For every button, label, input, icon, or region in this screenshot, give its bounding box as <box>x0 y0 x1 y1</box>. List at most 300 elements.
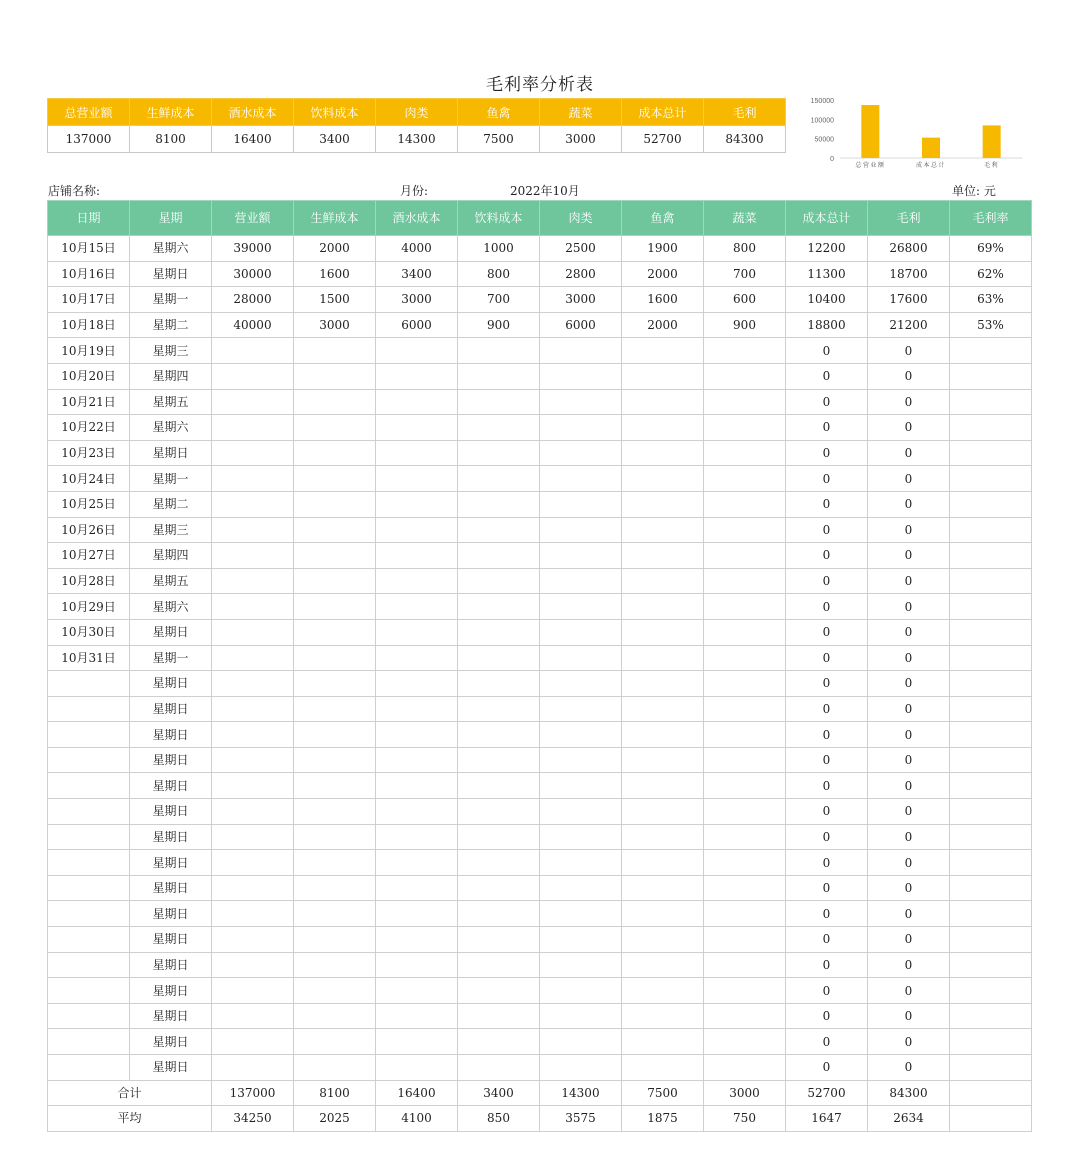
average-cell: 1875 <box>622 1106 704 1132</box>
table-cell <box>540 645 622 671</box>
table-row <box>48 491 1032 517</box>
table-cell <box>950 875 1032 901</box>
table-cell: 6000 <box>540 312 622 338</box>
table-cell <box>704 824 786 850</box>
table-cell <box>376 1003 458 1029</box>
table-cell <box>48 722 130 748</box>
table-cell <box>376 568 458 594</box>
table-cell: 700 <box>704 261 786 287</box>
table-cell: 星期六 <box>130 594 212 620</box>
table-cell <box>540 594 622 620</box>
table-cell <box>622 1055 704 1081</box>
table-cell <box>622 850 704 876</box>
table-cell: 10月15日 <box>48 236 130 262</box>
table-cell: 0 <box>868 645 950 671</box>
table-cell <box>376 799 458 825</box>
table-cell: 69% <box>950 236 1032 262</box>
table-cell: 0 <box>868 1003 950 1029</box>
table-cell: 0 <box>786 568 868 594</box>
table-cell: 10月28日 <box>48 568 130 594</box>
table-cell: 星期五 <box>130 389 212 415</box>
table-cell <box>294 671 376 697</box>
table-cell: 2500 <box>540 236 622 262</box>
column-header: 毛利 <box>868 201 950 236</box>
table-cell <box>48 773 130 799</box>
table-cell <box>212 773 294 799</box>
table-cell: 0 <box>786 1055 868 1081</box>
table-cell <box>540 517 622 543</box>
table-row <box>48 619 1032 645</box>
table-cell <box>458 952 540 978</box>
table-cell: 10月26日 <box>48 517 130 543</box>
table-cell: 星期日 <box>130 799 212 825</box>
table-cell <box>212 901 294 927</box>
table-cell <box>458 619 540 645</box>
table-cell: 0 <box>868 773 950 799</box>
table-cell <box>704 568 786 594</box>
table-cell: 10月19日 <box>48 338 130 364</box>
table-row <box>48 671 1032 697</box>
table-cell: 0 <box>786 440 868 466</box>
table-cell <box>458 363 540 389</box>
table-row <box>48 952 1032 978</box>
summary-header-cell: 鱼禽 <box>458 99 540 126</box>
table-cell <box>950 415 1032 441</box>
table-cell: 0 <box>868 799 950 825</box>
table-cell: 10月24日 <box>48 466 130 492</box>
table-cell: 1600 <box>294 261 376 287</box>
summary-header-cell: 总营业额 <box>48 99 130 126</box>
table-row <box>48 466 1032 492</box>
table-cell: 0 <box>786 619 868 645</box>
table-cell: 18800 <box>786 312 868 338</box>
summary-chart <box>800 92 1030 172</box>
table-cell <box>950 543 1032 569</box>
table-cell <box>458 978 540 1004</box>
table-cell <box>48 850 130 876</box>
table-cell <box>212 952 294 978</box>
table-cell <box>458 568 540 594</box>
table-cell: 0 <box>786 363 868 389</box>
table-cell <box>622 363 704 389</box>
table-cell: 0 <box>868 517 950 543</box>
table-cell <box>376 517 458 543</box>
table-cell: 0 <box>868 466 950 492</box>
table-cell: 星期日 <box>130 696 212 722</box>
bar <box>922 138 940 158</box>
table-cell <box>48 875 130 901</box>
table-cell <box>294 619 376 645</box>
table-cell <box>294 389 376 415</box>
table-cell: 0 <box>786 466 868 492</box>
table-row <box>48 312 1032 338</box>
summary-header-cell: 酒水成本 <box>212 99 294 126</box>
table-cell <box>704 952 786 978</box>
table-row <box>48 363 1032 389</box>
table-cell <box>950 1003 1032 1029</box>
table-cell <box>294 952 376 978</box>
average-row <box>48 1106 1032 1132</box>
table-cell <box>294 1003 376 1029</box>
total-cell: 137000 <box>212 1080 294 1106</box>
table-row <box>48 696 1032 722</box>
table-cell: 0 <box>786 517 868 543</box>
table-cell: 0 <box>868 1055 950 1081</box>
table-cell <box>540 543 622 569</box>
table-cell: 星期日 <box>130 773 212 799</box>
total-cell: 84300 <box>868 1080 950 1106</box>
page-title: 毛利率分析表 <box>486 75 594 95</box>
table-cell <box>294 363 376 389</box>
table-cell <box>294 850 376 876</box>
table-row <box>48 1055 1032 1081</box>
table-cell <box>950 1055 1032 1081</box>
table-cell <box>540 722 622 748</box>
table-cell: 0 <box>868 1029 950 1055</box>
table-cell <box>458 773 540 799</box>
table-cell: 0 <box>786 543 868 569</box>
table-cell <box>704 338 786 364</box>
table-cell <box>212 978 294 1004</box>
table-cell <box>376 1029 458 1055</box>
table-cell <box>540 824 622 850</box>
average-cell: 34250 <box>212 1106 294 1132</box>
table-cell <box>540 389 622 415</box>
table-cell: 星期日 <box>130 850 212 876</box>
table-cell <box>212 440 294 466</box>
table-cell <box>622 517 704 543</box>
table-cell: 0 <box>786 773 868 799</box>
table-cell: 1600 <box>622 287 704 313</box>
table-cell: 星期五 <box>130 568 212 594</box>
summary-value-cell: 84300 <box>704 126 786 153</box>
table-cell: 0 <box>786 952 868 978</box>
summary-header-cell: 肉类 <box>376 99 458 126</box>
table-cell: 21200 <box>868 312 950 338</box>
table-cell <box>294 696 376 722</box>
table-cell <box>458 799 540 825</box>
table-cell <box>950 517 1032 543</box>
table-cell: 星期日 <box>130 747 212 773</box>
table-cell <box>294 440 376 466</box>
table-cell: 0 <box>868 671 950 697</box>
table-cell <box>458 696 540 722</box>
table-cell <box>212 722 294 748</box>
table-cell <box>540 363 622 389</box>
table-cell <box>622 696 704 722</box>
table-cell <box>540 491 622 517</box>
table-cell <box>540 671 622 697</box>
table-cell <box>376 901 458 927</box>
table-cell <box>704 799 786 825</box>
table-cell: 10月25日 <box>48 491 130 517</box>
table-cell <box>622 875 704 901</box>
summary-header-row <box>48 99 786 126</box>
table-cell <box>540 1055 622 1081</box>
table-cell <box>540 875 622 901</box>
table-cell <box>212 696 294 722</box>
summary-value-cell: 7500 <box>458 126 540 153</box>
table-cell <box>622 466 704 492</box>
table-row <box>48 1029 1032 1055</box>
total-cell: 3000 <box>704 1080 786 1106</box>
table-cell <box>704 978 786 1004</box>
table-cell <box>48 824 130 850</box>
total-row <box>48 1080 1032 1106</box>
table-cell <box>458 1055 540 1081</box>
table-cell <box>458 722 540 748</box>
bar <box>983 125 1001 158</box>
summary-value-cell: 137000 <box>48 126 130 153</box>
table-cell: 星期一 <box>130 645 212 671</box>
table-cell <box>48 978 130 1004</box>
column-header: 酒水成本 <box>376 201 458 236</box>
table-cell <box>294 491 376 517</box>
table-cell: 星期日 <box>130 824 212 850</box>
table-cell <box>950 671 1032 697</box>
summary-header-cell: 毛利 <box>704 99 786 126</box>
table-cell <box>212 850 294 876</box>
table-cell: 星期日 <box>130 1055 212 1081</box>
average-cell: 750 <box>704 1106 786 1132</box>
table-cell <box>212 466 294 492</box>
table-row <box>48 415 1032 441</box>
table-row <box>48 747 1032 773</box>
table-cell <box>48 1029 130 1055</box>
table-cell: 3000 <box>294 312 376 338</box>
table-cell <box>458 440 540 466</box>
total-cell: 14300 <box>540 1080 622 1106</box>
table-cell: 1900 <box>622 236 704 262</box>
month-value: 2022年10月 <box>510 184 580 198</box>
table-cell: 0 <box>786 338 868 364</box>
table-cell <box>704 850 786 876</box>
table-cell <box>212 824 294 850</box>
table-row <box>48 261 1032 287</box>
table-cell: 0 <box>786 645 868 671</box>
table-cell: 星期一 <box>130 466 212 492</box>
table-cell <box>704 1055 786 1081</box>
table-cell: 星期日 <box>130 722 212 748</box>
table-cell: 2000 <box>622 261 704 287</box>
table-cell <box>950 747 1032 773</box>
table-cell: 0 <box>786 1003 868 1029</box>
table-cell: 10月17日 <box>48 287 130 313</box>
table-header-row <box>48 201 1032 236</box>
table-cell <box>540 952 622 978</box>
table-cell <box>376 824 458 850</box>
table-cell: 0 <box>868 875 950 901</box>
table-row <box>48 440 1032 466</box>
table-cell <box>294 722 376 748</box>
table-cell: 10月30日 <box>48 619 130 645</box>
table-cell: 0 <box>868 722 950 748</box>
table-cell <box>212 389 294 415</box>
table-cell: 2000 <box>294 236 376 262</box>
table-cell <box>294 543 376 569</box>
table-cell <box>294 901 376 927</box>
column-header: 星期 <box>130 201 212 236</box>
table-cell: 700 <box>458 287 540 313</box>
table-cell <box>48 696 130 722</box>
table-cell <box>622 594 704 620</box>
table-cell <box>704 722 786 748</box>
table-cell <box>704 747 786 773</box>
summary-value-cell: 3400 <box>294 126 376 153</box>
table-cell <box>540 978 622 1004</box>
table-cell: 0 <box>786 491 868 517</box>
table-cell <box>458 594 540 620</box>
total-cell: 7500 <box>622 1080 704 1106</box>
table-cell <box>950 440 1032 466</box>
table-cell: 0 <box>868 619 950 645</box>
table-cell: 0 <box>868 415 950 441</box>
table-cell <box>622 543 704 569</box>
table-cell <box>376 952 458 978</box>
table-cell: 0 <box>868 901 950 927</box>
unit-label: 单位: 元 <box>952 184 996 198</box>
table-cell <box>212 927 294 953</box>
table-cell <box>540 696 622 722</box>
table-cell: 星期日 <box>130 1029 212 1055</box>
table-cell <box>950 338 1032 364</box>
table-cell <box>48 927 130 953</box>
table-cell <box>212 799 294 825</box>
table-cell: 0 <box>868 824 950 850</box>
table-cell: 18700 <box>868 261 950 287</box>
table-cell <box>458 1029 540 1055</box>
table-cell: 0 <box>868 927 950 953</box>
table-cell <box>540 440 622 466</box>
table-cell: 0 <box>868 543 950 569</box>
summary-value-row <box>48 126 786 153</box>
table-cell: 星期三 <box>130 338 212 364</box>
table-cell <box>622 568 704 594</box>
summary-header-cell: 生鲜成本 <box>130 99 212 126</box>
table-cell: 17600 <box>868 287 950 313</box>
table-cell: 星期日 <box>130 927 212 953</box>
table-cell <box>704 594 786 620</box>
column-header: 成本总计 <box>786 201 868 236</box>
summary-value-cell: 3000 <box>540 126 622 153</box>
table-cell: 0 <box>786 671 868 697</box>
table-cell: 28000 <box>212 287 294 313</box>
table-cell <box>622 978 704 1004</box>
table-cell <box>294 415 376 441</box>
table-cell <box>458 824 540 850</box>
table-cell <box>458 517 540 543</box>
total-cell: 合计 <box>48 1080 212 1106</box>
table-cell: 10月20日 <box>48 363 130 389</box>
summary-header-cell: 成本总计 <box>622 99 704 126</box>
table-cell <box>622 952 704 978</box>
x-tick-label: 毛利 <box>984 162 1000 169</box>
table-cell <box>376 645 458 671</box>
table-cell <box>704 773 786 799</box>
table-cell <box>622 773 704 799</box>
table-cell: 39000 <box>212 236 294 262</box>
table-row <box>48 236 1032 262</box>
total-cell: 3400 <box>458 1080 540 1106</box>
table-cell <box>376 850 458 876</box>
table-cell <box>458 543 540 569</box>
table-cell: 星期日 <box>130 1003 212 1029</box>
table-row <box>48 517 1032 543</box>
table-cell <box>212 1055 294 1081</box>
table-cell: 4000 <box>376 236 458 262</box>
table-cell <box>376 594 458 620</box>
column-header: 鱼禽 <box>622 201 704 236</box>
table-cell <box>212 1029 294 1055</box>
table-cell <box>950 491 1032 517</box>
table-cell <box>48 671 130 697</box>
table-cell <box>294 466 376 492</box>
table-cell: 800 <box>458 261 540 287</box>
table-cell <box>704 1003 786 1029</box>
table-cell <box>212 875 294 901</box>
table-cell <box>376 722 458 748</box>
column-header: 蔬菜 <box>704 201 786 236</box>
table-cell <box>704 363 786 389</box>
table-cell: 62% <box>950 261 1032 287</box>
table-cell <box>540 338 622 364</box>
column-header: 日期 <box>48 201 130 236</box>
column-header: 肉类 <box>540 201 622 236</box>
table-cell: 6000 <box>376 312 458 338</box>
table-cell <box>458 671 540 697</box>
summary-header-cell: 蔬菜 <box>540 99 622 126</box>
table-cell <box>704 491 786 517</box>
table-cell: 星期三 <box>130 517 212 543</box>
table-cell: 星期四 <box>130 543 212 569</box>
table-cell <box>704 619 786 645</box>
table-row <box>48 543 1032 569</box>
table-row <box>48 978 1032 1004</box>
table-cell: 0 <box>868 389 950 415</box>
month-label: 月份: <box>400 184 429 198</box>
table-cell: 0 <box>786 824 868 850</box>
table-row <box>48 389 1032 415</box>
table-cell <box>294 824 376 850</box>
table-cell: 0 <box>786 696 868 722</box>
table-cell: 0 <box>786 927 868 953</box>
table-cell <box>704 901 786 927</box>
table-cell: 10月27日 <box>48 543 130 569</box>
average-cell: 3575 <box>540 1106 622 1132</box>
table-cell <box>294 645 376 671</box>
table-cell <box>376 671 458 697</box>
table-cell <box>48 1003 130 1029</box>
table-cell <box>950 619 1032 645</box>
table-cell <box>458 850 540 876</box>
table-cell <box>212 415 294 441</box>
table-cell <box>540 773 622 799</box>
table-cell: 0 <box>868 568 950 594</box>
table-cell: 0 <box>868 696 950 722</box>
table-cell: 40000 <box>212 312 294 338</box>
table-cell <box>294 978 376 1004</box>
table-cell <box>48 799 130 825</box>
table-row <box>48 594 1032 620</box>
average-cell <box>950 1106 1032 1132</box>
table-cell <box>950 594 1032 620</box>
table-cell: 0 <box>786 389 868 415</box>
table-cell <box>950 901 1032 927</box>
column-header: 生鲜成本 <box>294 201 376 236</box>
total-cell: 52700 <box>786 1080 868 1106</box>
table-cell <box>704 927 786 953</box>
table-cell <box>294 799 376 825</box>
